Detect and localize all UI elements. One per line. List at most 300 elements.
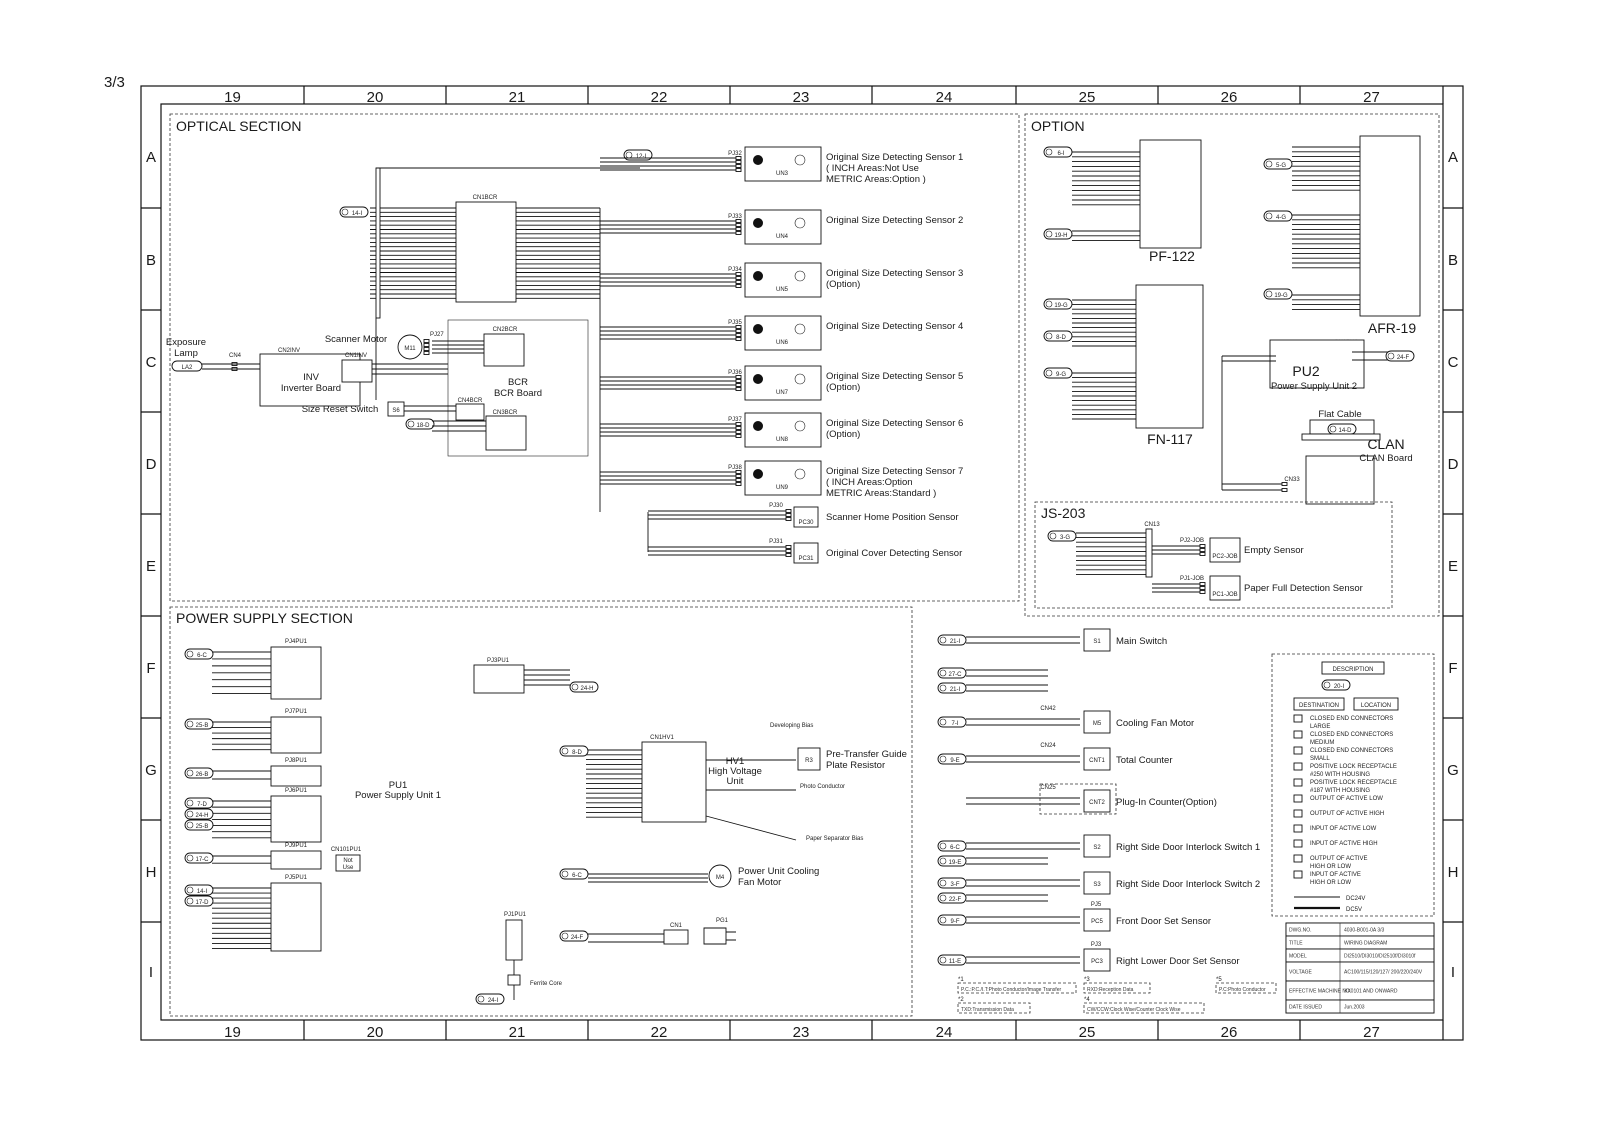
flat-cable-label: Flat Cable <box>1318 409 1362 420</box>
column-number-bottom: 26 <box>1220 1024 1238 1041</box>
sensor-emitter <box>753 218 763 228</box>
connector-pin <box>736 165 741 168</box>
legend-and-title-block <box>1272 654 1434 1013</box>
connector-pin <box>736 224 741 227</box>
connector-pin <box>736 232 741 235</box>
connector-pin <box>736 431 741 434</box>
clan-board-label: CLAN Board <box>1359 453 1413 464</box>
connector-pin <box>1200 583 1205 586</box>
ref-18-D <box>406 419 434 429</box>
connector-pin <box>786 518 791 521</box>
photo-sensor-label: Scanner Home Position Sensor <box>826 512 959 523</box>
pu1-ref <box>185 798 213 808</box>
sensor-label: (Option) <box>826 382 861 393</box>
developing-bias-label: Developing Bias <box>770 723 814 729</box>
ref-tag-text: 22-F <box>948 897 962 903</box>
cn10-harness <box>1292 295 1364 309</box>
lamp-wires <box>202 364 260 369</box>
component-id: PC3 <box>1091 959 1103 965</box>
machine-component-11 <box>938 902 1211 931</box>
page-number: 3/3 <box>104 74 125 91</box>
component-harness <box>966 880 1080 886</box>
connector-pin <box>736 281 741 284</box>
sensor-pj-label: PJ38 <box>728 465 742 471</box>
sensor-pj-label: PJ33 <box>728 214 742 220</box>
afr19-ref-1 <box>1264 159 1292 169</box>
ref-tag-text: 24-F <box>570 935 584 941</box>
ferrite-label: Ferrite Core <box>530 981 563 987</box>
pu1-ref <box>185 885 213 895</box>
ref-tag-text: 24-H <box>580 686 594 692</box>
photo-sensor-1 <box>648 503 959 527</box>
hv-to-separator <box>706 816 796 840</box>
ref-tag-text: 9-F <box>950 919 960 925</box>
ref-12-I <box>624 150 652 160</box>
ref-tag-text: 3-F <box>950 882 960 888</box>
pu1-connector-label: PJ8PU1 <box>284 758 308 764</box>
machine-component-1 <box>938 629 1167 651</box>
ref-tag-text: 6-C <box>197 653 207 659</box>
column-number-bottom: 20 <box>366 1024 384 1041</box>
component-ref <box>938 717 966 727</box>
sensor-emitter <box>753 324 763 334</box>
row-letter-left: C <box>145 354 157 371</box>
component-harness <box>966 756 1080 762</box>
sensor-label: ( INCH Areas:Not Use <box>826 163 919 174</box>
pu1-harness <box>212 771 271 779</box>
bcr-board-title: BCR Board <box>493 388 543 399</box>
pu1-connector-PJ9PU1 <box>185 843 321 869</box>
ref-tag-text: 9-G <box>1055 372 1067 378</box>
connector-pins <box>786 546 791 557</box>
footnote-5: P.C:Photo Conductor <box>1219 987 1266 993</box>
sensor-unit-id: UN3 <box>775 171 789 177</box>
photo-sensor-id: PC30 <box>798 520 814 526</box>
sensor-harness <box>600 472 736 484</box>
sensor-emitter <box>753 421 763 431</box>
component-ref <box>938 683 966 693</box>
pu1-harness <box>212 801 271 838</box>
sensor-harness <box>600 327 736 339</box>
title-row-6 <box>1286 1000 1434 1013</box>
component-ref <box>938 754 966 764</box>
column-number-top: 24 <box>935 89 953 106</box>
connector-pin <box>736 169 741 172</box>
pu1-connector-block <box>271 717 321 753</box>
sensor-unit-id: UN9 <box>775 485 789 491</box>
machine-component-5 <box>938 743 1173 770</box>
component-id: S1 <box>1093 639 1101 645</box>
row-letter-left: E <box>145 558 157 575</box>
title-row-key: DATE ISSUED <box>1289 1004 1322 1011</box>
component-id: S2 <box>1093 845 1101 851</box>
component-label: Cooling Fan Motor <box>1116 718 1195 729</box>
cn11a-harness <box>1072 300 1141 346</box>
fn117-ref-3 <box>1044 368 1072 378</box>
machine-component-3 <box>938 683 1048 693</box>
cn13-harness <box>1076 533 1146 574</box>
ref-tag-text: 7-D <box>197 802 207 808</box>
component-label: Total Counter <box>1116 755 1173 766</box>
sensor-emitter <box>753 155 763 165</box>
size-sensor-2 <box>600 210 963 244</box>
legend-text: #250 WITH HOUSING <box>1310 772 1371 778</box>
cn3bcr-block <box>486 416 526 450</box>
legend-symbol <box>1294 779 1302 786</box>
js203-sensor-1 <box>1152 538 1304 562</box>
r3-sublabel: Plate Resistor <box>826 760 886 771</box>
legend-item-5 <box>1294 779 1397 794</box>
legend-item-10 <box>1294 855 1368 870</box>
bcr-harness-right <box>516 208 600 298</box>
ref-tag-text: 21-I <box>949 639 961 645</box>
connector-pin <box>786 514 791 517</box>
connector-pin <box>736 380 741 383</box>
machine-component-6 <box>966 785 1217 812</box>
inv-label: INV <box>303 372 319 383</box>
size-sensor-3 <box>600 263 963 297</box>
legend-example-ref <box>1322 680 1350 690</box>
row-letter-right: A <box>1447 149 1459 166</box>
legend-symbol <box>1294 825 1302 832</box>
pu1-connector-block <box>271 851 321 869</box>
component-ref <box>938 915 966 925</box>
pg1-plug <box>704 928 736 944</box>
legend-text: INPUT OF ACTIVE HIGH <box>1310 841 1378 847</box>
pj27-label: PJ27 <box>430 332 444 338</box>
title-row-3 <box>1286 949 1434 962</box>
connector-pin <box>736 228 741 231</box>
fn117-ref-2 <box>1044 331 1072 341</box>
component-ref <box>938 955 966 965</box>
row-letter-right: G <box>1447 762 1459 779</box>
title-row-4 <box>1286 962 1434 981</box>
ref-tag-text: 12-I <box>635 154 647 160</box>
connector-pin <box>1282 489 1287 492</box>
legend-symbol <box>1294 855 1302 862</box>
cn101pu1-label: CN101PU1 <box>330 847 362 853</box>
connector-pin <box>736 277 741 280</box>
js-sensor-pj-label: PJ1-JOB <box>1179 576 1205 582</box>
column-number-top: 23 <box>792 89 810 106</box>
sensor-unit-id: UN6 <box>775 340 789 346</box>
component-harness <box>966 957 1080 963</box>
sensor-pj-label: PJ37 <box>728 417 742 423</box>
legend-item-7 <box>1294 810 1384 817</box>
cn33-label: CN33 <box>1284 477 1300 483</box>
pg1-id: PG1 <box>715 918 729 924</box>
machine-component-4 <box>938 706 1194 733</box>
m4-sublabel: Fan Motor <box>738 877 782 888</box>
pu1-harness <box>212 652 271 694</box>
ref-tag-text: 11-E <box>948 959 962 965</box>
sensor-harness <box>600 377 736 389</box>
pu2-input-wires <box>1222 356 1276 361</box>
connector-pins <box>786 510 791 521</box>
title-row-key: DWG.NO. <box>1289 927 1312 934</box>
row-letter-left: H <box>145 864 157 881</box>
photo-sensor-pj-label: PJ30 <box>769 503 783 509</box>
cn1inv-label: CN1INV <box>344 353 368 359</box>
row-letter-left: F <box>146 660 156 677</box>
pj3-harness <box>524 670 570 685</box>
row-letter-right: I <box>1450 964 1456 981</box>
legend-text: CLOSED END CONNECTORS <box>1310 732 1394 738</box>
js203-title: JS-203 <box>1041 505 1086 521</box>
legend-dc24: DC24V <box>1346 896 1366 902</box>
component-cn-label: CN25 <box>1040 785 1056 791</box>
legend-text: MEDIUM <box>1310 740 1335 746</box>
column-number-bottom: 23 <box>792 1024 810 1041</box>
connector-pin <box>1200 545 1205 548</box>
component-id: M5 <box>1092 721 1102 727</box>
photo-sensor-harness <box>648 547 786 555</box>
ref-tag-text: 19-H <box>1054 233 1068 239</box>
legend-symbol <box>1294 810 1302 817</box>
ref-tag-text: 20-I <box>1333 684 1345 690</box>
sensor-harness <box>600 424 736 436</box>
connector-pins <box>736 326 741 341</box>
inverter-board-label: Inverter Board <box>280 383 342 394</box>
pu2-ref <box>1386 351 1414 361</box>
fn117-ref-1 <box>1044 299 1072 309</box>
sensor-emitter <box>753 374 763 384</box>
cn3bcr-label: CN3BCR <box>492 410 518 416</box>
pu1-connector-PJ5PU1 <box>185 875 321 951</box>
footnote-1-n: *1 <box>958 977 964 983</box>
connector-pin <box>736 220 741 223</box>
ferrite-core <box>508 975 520 985</box>
connector-pins <box>1200 583 1205 594</box>
r3-id: R3 <box>805 758 813 764</box>
column-number-bottom: 22 <box>650 1024 668 1041</box>
footnote-5-n: *5 <box>1216 977 1222 983</box>
afr19-ref-3 <box>1264 289 1292 299</box>
connector-pin <box>736 475 741 478</box>
fn117-unit <box>1136 285 1203 428</box>
sensor-unit-id: UN4 <box>775 234 789 240</box>
cn1hv1-label: CN1HV1 <box>650 735 674 741</box>
connector-pin <box>1200 549 1205 552</box>
not-use-label-2: Use <box>342 865 354 871</box>
m4-label: Power Unit Cooling <box>738 866 820 877</box>
sensor-pj-label: PJ35 <box>728 320 742 326</box>
ref-tag-text: 14-I <box>351 211 363 217</box>
clan-ref <box>1328 424 1356 434</box>
js-sensor-label: Paper Full Detection Sensor <box>1244 583 1363 594</box>
ref-tag-text: 5-G <box>1275 163 1287 169</box>
title-row-value: DI2510/DI3010/DI2510f/DI3010f <box>1344 953 1416 960</box>
title-row-value: WIRING DIAGRAM <box>1344 940 1388 947</box>
exposure-lamp-label: Exposure <box>165 337 207 348</box>
photo-sensor-pj-label: PJ31 <box>769 539 783 545</box>
hv1-sublabel: High Voltage <box>708 766 762 777</box>
sensor-label: METRIC Areas:Standard ) <box>826 488 937 499</box>
ref-tag-text: 8-D <box>1056 335 1066 341</box>
js-sensor-id: PC2-JOB <box>1212 554 1238 560</box>
component-label: Right Side Door Interlock Switch 2 <box>1116 879 1261 890</box>
column-number-top: 26 <box>1220 89 1238 106</box>
component-ref <box>938 841 966 851</box>
ref-tag-text: 3-G <box>1059 535 1071 541</box>
component-label: Right Side Door Interlock Switch 1 <box>1116 842 1261 853</box>
size-sensor-4 <box>600 316 963 350</box>
column-number-top: 21 <box>508 89 526 106</box>
legend-text: OUTPUT OF ACTIVE <box>1310 856 1368 862</box>
sensor-label: Original Size Detecting Sensor 3 <box>826 268 964 279</box>
exposure-lamp-label-2: Lamp <box>174 348 198 359</box>
ref-tag-text: 8-D <box>572 750 582 756</box>
pf122-unit <box>1140 140 1201 248</box>
component-ref <box>938 856 966 866</box>
afr19-unit <box>1360 136 1420 316</box>
component-label: Right Lower Door Set Sensor <box>1116 956 1240 967</box>
sensor-label: ( INCH Areas:Option <box>826 477 913 488</box>
ref-tag-text: 21-I <box>949 687 961 693</box>
column-number-bottom: 24 <box>935 1024 953 1041</box>
pj3pu1-label: PJ3PU1 <box>486 658 510 664</box>
legend-symbol <box>1294 731 1302 738</box>
sensor-emitter <box>753 469 763 479</box>
connector-pin <box>424 348 429 351</box>
legend-text: OUTPUT OF ACTIVE HIGH <box>1310 811 1385 817</box>
ref-tag-text: 19-G <box>1274 293 1288 299</box>
clan-wires <box>1222 484 1282 490</box>
photo-sensor-2 <box>648 539 962 563</box>
machine-component-9 <box>938 872 1260 894</box>
pu1-ref <box>185 649 213 659</box>
fn117-label: FN-117 <box>1147 431 1193 447</box>
connector-pin <box>736 161 741 164</box>
ref-tag-text: 14-I <box>196 889 208 895</box>
optical-section-title: OPTICAL SECTION <box>176 118 302 134</box>
paper-separator-bias-label: Paper Separator Bias <box>806 836 864 842</box>
bcr-harness-left <box>370 208 456 298</box>
cn2bcr-block <box>484 334 524 366</box>
row-letter-right: D <box>1447 456 1459 473</box>
size-sensor-5 <box>600 366 963 400</box>
sensor-harness <box>600 274 736 286</box>
pu1-ref <box>185 809 213 819</box>
sensor-harness <box>600 221 736 233</box>
pf122-label: PF-122 <box>1149 248 1195 264</box>
pu1-ref <box>185 719 213 729</box>
row-letter-right: F <box>1448 660 1458 677</box>
footnote-1: P.C.:P.C./I.T:Photo Conductor/Image Transfer <box>961 987 1062 993</box>
cn3bcr-wires <box>432 421 486 431</box>
title-row-key: MODEL <box>1289 953 1307 960</box>
legend-item-3 <box>1294 747 1393 762</box>
component-id: CNT1 <box>1089 758 1105 764</box>
sensor-unit-id: UN7 <box>775 390 789 396</box>
js-sensor-harness <box>1152 546 1200 554</box>
component-harness <box>966 858 1048 864</box>
component-ref <box>938 893 966 903</box>
js-sensor-harness <box>1152 584 1200 592</box>
row-letter-right: C <box>1447 354 1459 371</box>
pj3-ref <box>570 682 598 692</box>
pu1-connector-PJ4PU1 <box>185 639 321 699</box>
pu1-connector-block <box>271 796 321 842</box>
ref-tag-text: 25-B <box>195 723 209 729</box>
machine-component-8 <box>938 856 1048 866</box>
component-ref <box>938 878 966 888</box>
photo-conductor-label: Photo Conductor <box>800 784 846 790</box>
connector-pin <box>736 376 741 379</box>
pu1-ref <box>185 853 213 863</box>
connector-pins <box>736 423 741 438</box>
option-section <box>1025 114 1439 616</box>
connector-pins <box>424 340 429 355</box>
legend-item-6 <box>1294 795 1383 802</box>
connector-pin <box>736 423 741 426</box>
ref-tag-text: 24-H <box>195 813 209 819</box>
component-id: PC5 <box>1091 919 1103 925</box>
component-harness <box>966 719 1080 725</box>
legend-text: INPUT OF ACTIVE LOW <box>1310 826 1377 832</box>
sensor-label: Original Size Detecting Sensor 5 <box>826 371 964 382</box>
sensor-pj-label: PJ34 <box>728 267 742 273</box>
connector-pin <box>1200 587 1205 590</box>
photo-sensor-id: PC31 <box>798 556 814 562</box>
row-letter-left: A <box>145 149 157 166</box>
connector-pin <box>736 427 741 430</box>
legend-symbol <box>1294 747 1302 754</box>
sensor-label: Original Size Detecting Sensor 1 <box>826 152 964 163</box>
title-row-2 <box>1286 936 1434 949</box>
pu1-connector-PJ6PU1 <box>185 788 321 842</box>
power-supply-section <box>170 607 912 1016</box>
pu1-harness <box>212 888 271 948</box>
legend-item-9 <box>1294 840 1378 847</box>
column-number-bottom: 21 <box>508 1024 526 1041</box>
component-cn-label: CN42 <box>1040 706 1056 712</box>
sensor-label: Original Size Detecting Sensor 2 <box>826 215 964 226</box>
row-letter-right: B <box>1447 252 1459 269</box>
pu1-connector-PJ8PU1 <box>185 758 321 786</box>
connector-pins <box>736 471 741 486</box>
connector-pins <box>1200 545 1205 556</box>
title-row-value: Jun.2003 <box>1344 1004 1365 1011</box>
cn13-block <box>1146 529 1152 577</box>
sensor-label: Original Size Detecting Sensor 6 <box>826 418 964 429</box>
sensor-pj-label: PJ36 <box>728 370 742 376</box>
m4-ref <box>560 869 588 879</box>
ref-tag-text: 18-D <box>416 423 430 429</box>
js-sensor-id: PC1-JOB <box>1212 592 1238 598</box>
s6-label: S6 <box>392 408 400 414</box>
connector-pin <box>786 546 791 549</box>
afr19-label: AFR-19 <box>1367 320 1417 336</box>
connector-pins <box>736 220 741 235</box>
footnote-2-n: *2 <box>958 997 964 1003</box>
legend-text: HIGH OR LOW <box>1310 864 1352 870</box>
bus-bar <box>376 168 380 318</box>
title-row-value: 4030-B001-0A 3/3 <box>1344 927 1385 934</box>
sensor-label: Original Size Detecting Sensor 7 <box>826 466 964 477</box>
cn1bcr-label: CN1BCR <box>472 195 498 201</box>
legend-text: #187 WITH HOUSING <box>1310 788 1371 794</box>
connector-pin <box>424 340 429 343</box>
cn2inv-label: CN2INV <box>278 348 301 354</box>
optical-section <box>166 114 1019 601</box>
connector-pins <box>736 157 741 172</box>
pu1-harness <box>212 722 271 750</box>
column-number-bottom: 25 <box>1078 1024 1096 1041</box>
ref-tag-text: 6-I <box>1057 151 1065 157</box>
column-number-top: 22 <box>650 89 668 106</box>
title-row-key: EFFECTIVE MACHINE NO. <box>1289 988 1352 995</box>
